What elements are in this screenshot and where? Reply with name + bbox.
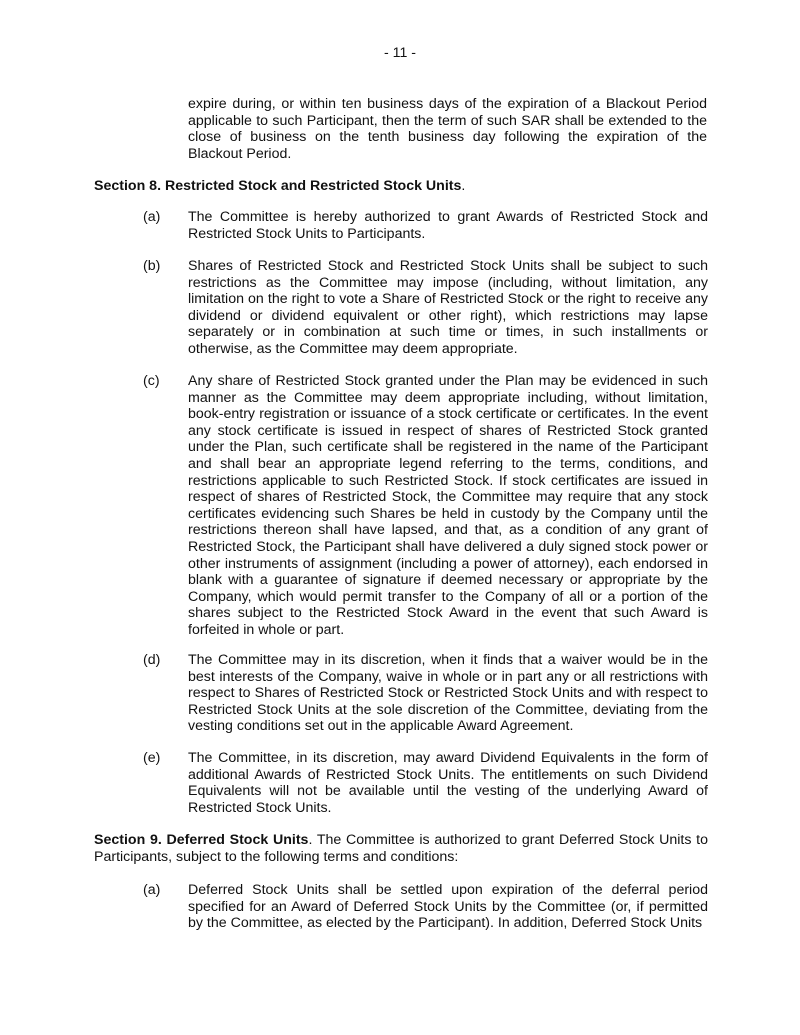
section-8-item-c	[143, 373, 708, 639]
page-number: - 11 -	[383, 45, 417, 61]
section-9-heading	[94, 832, 708, 865]
section-9-item-a	[143, 882, 708, 932]
continuation-paragraph: expire during, or within ten business days of the expiration of a Blackout Period applicable to such Participant, then the term of such SAR shall be extended to the close of business on the tenth business day following the expiration of the Blackout Period.	[188, 96, 707, 162]
section-8-item-b	[143, 258, 708, 358]
item-label: (d)	[143, 652, 161, 668]
section-8-item-e	[143, 750, 708, 816]
item-text: The Committee, in its discretion, may award Dividend Equivalents in the form of additional Awards of Restricted Stock Units. The entitlements on such Dividend Equivalents will not be available until the vesting of the underlying Award of Restricted Stock Units.	[188, 750, 708, 816]
section-8-title-tail: .	[461, 178, 466, 194]
item-text: Shares of Restricted Stock and Restricted Stock Units shall be subject to such restrictions as the Committee may impose (including, without limitation, any limitation on the right to vote a Share of Restricted Stock or the right to receive any dividend or dividend equivalent or other right), which restrictions may lapse separately or in combination at such time or times, in such installments or otherwise, as the Committee may deem appropriate.	[188, 258, 708, 357]
item-text: Any share of Restricted Stock granted under the Plan may be evidenced in such manner as the Committee may deem appropriate including, without limitation, book-entry registration or issuance of a stock certificate or certificates. In the event any stock certificate is issued in respect of shares of Restricted Stock granted under the Plan, such certificate shall be registered in the name of the Participant and shall bear an appropriate legend referring to the terms, conditions, and restrictions applicable to such Restricted Stock. If stock certificates are issued in respect of shares of Restricted Stock, the Committee may require that any stock certificates evidencing such Shares be held in custody by the Company until the restrictions thereon shall have lapsed, and that, as a condition of any grant of Restricted Stock, the Participant shall have delivered a duly signed stock power or other instruments of assignment (including a power of attorney), each endorsed in blank with a guarantee of signature if deemed necessary or appropriate by the Company, which would permit transfer to the Company of all or a portion of the shares subject to the Restricted Stock Award in the event that such Award is forfeited in whole or part.	[188, 373, 708, 638]
section-9-title-tail: . The Committee is authorized to grant Deferred Stock Units to Participants, subject to the following terms and conditions:	[94, 832, 708, 865]
section-8-heading	[94, 178, 708, 195]
item-label: (b)	[143, 258, 161, 274]
item-text: The Committee may in its discretion, when it finds that a waiver would be in the best interests of the Company, waive in whole or in part any or all restrictions with respect to Shares of Restricted Stock or Restricted Stock Units and with respect to Restricted Stock Units at the sole discretion of the Committee, deviating from the vesting conditions set out in the applicable Award Agreement.	[188, 652, 708, 735]
item-text: Deferred Stock Units shall be settled upon expiration of the deferral period specified for an Award of Deferred Stock Units by the Committee (or, if permitted by the Committee, as elected by the Participant). In addition, Deferred Stock Units	[188, 882, 708, 932]
item-label: (a)	[143, 882, 161, 898]
item-text: The Committee is hereby authorized to grant Awards of Restricted Stock and Restricted Stock Units to Participants.	[188, 209, 708, 242]
item-label: (e)	[143, 750, 161, 766]
section-8-item-d	[143, 652, 708, 735]
item-label: (c)	[143, 373, 160, 389]
section-9-title: Section 9. Deferred Stock Units	[94, 832, 309, 848]
item-label: (a)	[143, 209, 161, 225]
section-8-item-a	[143, 209, 708, 242]
section-8-title: Section 8. Restricted Stock and Restricted Stock Units	[94, 178, 462, 194]
